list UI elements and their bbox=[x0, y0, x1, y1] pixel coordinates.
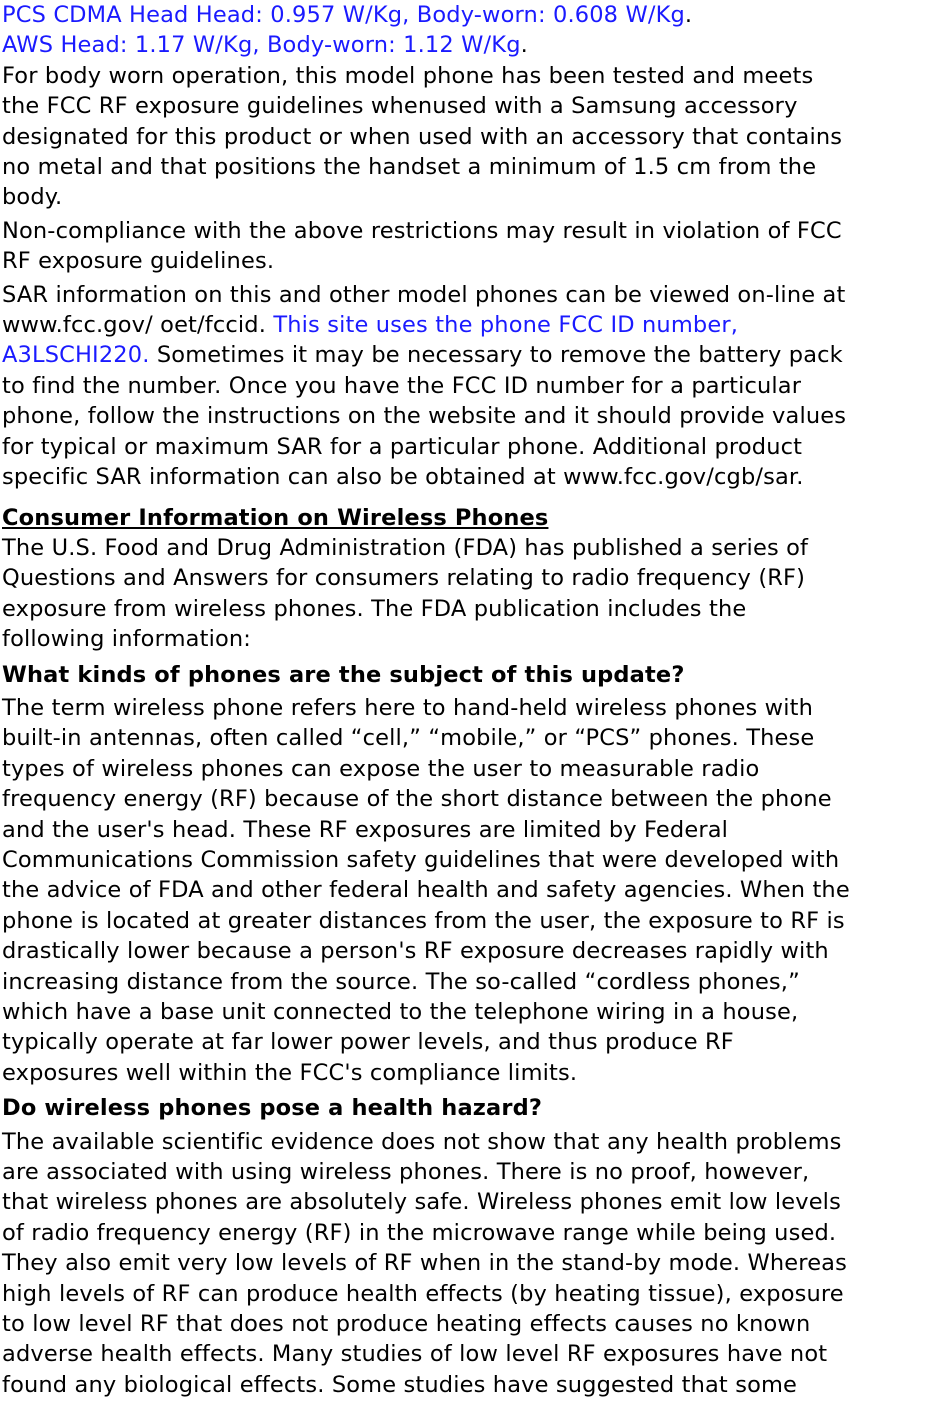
paragraph-line: phone, follow the instructions on the website and it should provide values bbox=[2, 403, 847, 430]
paragraph-line: of radio frequency energy (RF) in the microwave range while being used. bbox=[2, 1219, 837, 1246]
sar-pcs-period: . bbox=[684, 2, 693, 28]
paragraph-line: following information: bbox=[2, 626, 252, 653]
paragraph-line: built-in antennas, often called “cell,” “mobile,” or “PCS” phones. These bbox=[2, 725, 815, 752]
question-heading: What kinds of phones are the subject of this update? bbox=[2, 661, 685, 688]
paragraph-line: Communications Commission safety guidelines that were developed with bbox=[2, 846, 840, 873]
paragraph-line: SAR information on this and other model phones can be viewed on-line at bbox=[2, 281, 846, 308]
fcc-id-note: This site uses the phone FCC ID number, bbox=[273, 312, 739, 339]
sar-info-paragraph bbox=[2, 280, 932, 493]
paragraph-line: For body worn operation, this model phone has been tested and meets bbox=[2, 62, 814, 89]
paragraph-line: specific SAR information can also be obtained at www.fcc.gov/cgb/sar. bbox=[2, 464, 804, 491]
sar-pcs-line bbox=[2, 0, 932, 30]
paragraph-line: high levels of RF can produce health effects (by heating tissue), exposure bbox=[2, 1280, 844, 1307]
sar-pcs-text: PCS CDMA Head Head: 0.957 W/Kg, Body-worn: 0.608 W/Kg bbox=[2, 2, 685, 28]
paragraph-line: designated for this product or when used with an accessory that contains bbox=[2, 123, 843, 150]
paragraph-line: RF exposure guidelines. bbox=[2, 248, 275, 275]
consumer-info-heading: Consumer Information on Wireless Phones bbox=[2, 504, 549, 531]
paragraph-line: are associated with using wireless phones. There is no proof, however, bbox=[2, 1159, 810, 1186]
paragraph-line: adverse health effects. Many studies of low level RF exposures have not bbox=[2, 1341, 828, 1368]
paragraph-line: They also emit very low levels of RF when in the stand-by mode. Whereas bbox=[2, 1250, 847, 1277]
document-page bbox=[2, 0, 932, 1400]
sar-values bbox=[2, 0, 932, 61]
question-heading: Do wireless phones pose a health hazard? bbox=[2, 1095, 543, 1122]
paragraph-line: phone is located at greater distances from the user, the exposure to RF is bbox=[2, 907, 845, 934]
paragraph-line: that wireless phones are absolutely safe. Wireless phones emit low levels bbox=[2, 1189, 841, 1216]
paragraph-line: and the user's head. These RF exposures are limited by Federal bbox=[2, 816, 729, 843]
answer-paragraph bbox=[2, 1127, 932, 1401]
paragraph-line: to find the number. Once you have the FCC ID number for a particular bbox=[2, 372, 802, 399]
paragraph-line: to low level RF that does not produce heating effects causes no known bbox=[2, 1311, 811, 1338]
fcc-url-text: www.fcc.gov/ oet/fccid. bbox=[2, 312, 274, 339]
sar-aws-line bbox=[2, 30, 932, 60]
paragraph-line: The term wireless phone refers here to hand-held wireless phones with bbox=[2, 694, 813, 721]
answer-paragraph bbox=[2, 693, 932, 1088]
paragraph-line: for typical or maximum SAR for a particular phone. Additional product bbox=[2, 433, 803, 460]
paragraph-line: types of wireless phones can expose the user to measurable radio bbox=[2, 755, 760, 782]
paragraph-line: found any biological effects. Some studies have suggested that some bbox=[2, 1371, 798, 1398]
fcc-id-number: A3LSCHI220. bbox=[2, 342, 150, 369]
consumer-info-paragraph bbox=[2, 533, 932, 655]
sar-aws-period: . bbox=[520, 32, 528, 59]
paragraph-line: no metal and that positions the handset a minimum of 1.5 cm from the bbox=[2, 154, 817, 181]
paragraph-line bbox=[2, 340, 932, 370]
paragraph-line: frequency energy (RF) because of the short distance between the phone bbox=[2, 786, 832, 813]
paragraph-line: exposures well within the FCC's compliance limits. bbox=[2, 1059, 578, 1086]
paragraph-line: which have a base unit connected to the telephone wiring in a house, bbox=[2, 999, 799, 1025]
noncompliance-paragraph bbox=[2, 216, 932, 277]
paragraph-line: the advice of FDA and other federal health and safety agencies. When the bbox=[2, 877, 850, 904]
body-worn-paragraph bbox=[2, 61, 932, 213]
paragraph-line: Non-compliance with the above restrictions may result in violation of FCC bbox=[2, 217, 842, 244]
paragraph-line: body. bbox=[2, 184, 63, 211]
sar-aws-text: AWS Head: 1.17 W/Kg, Body-worn: 1.12 W/Kg bbox=[2, 32, 521, 59]
paragraph-line: Questions and Answers for consumers relating to radio frequency (RF) bbox=[2, 565, 806, 592]
paragraph-line: exposure from wireless phones. The FDA publication includes the bbox=[2, 595, 747, 622]
paragraph-line: drastically lower because a person's RF exposure decreases rapidly with bbox=[2, 938, 829, 965]
paragraph-line: The U.S. Food and Drug Administration (FDA) has published a series of bbox=[2, 534, 809, 561]
paragraph-line: the FCC RF exposure guidelines whenused with a Samsung accessory bbox=[2, 93, 798, 120]
paragraph-line: typically operate at far lower power levels, and thus produce RF bbox=[2, 1029, 734, 1056]
paragraph-line: increasing distance from the source. The so-called “cordless phones,” bbox=[2, 968, 800, 995]
battery-note: Sometimes it may be necessary to remove the battery pack bbox=[149, 342, 843, 369]
paragraph-line: The available scientific evidence does not show that any health problems bbox=[2, 1128, 842, 1155]
paragraph-line bbox=[2, 310, 932, 340]
